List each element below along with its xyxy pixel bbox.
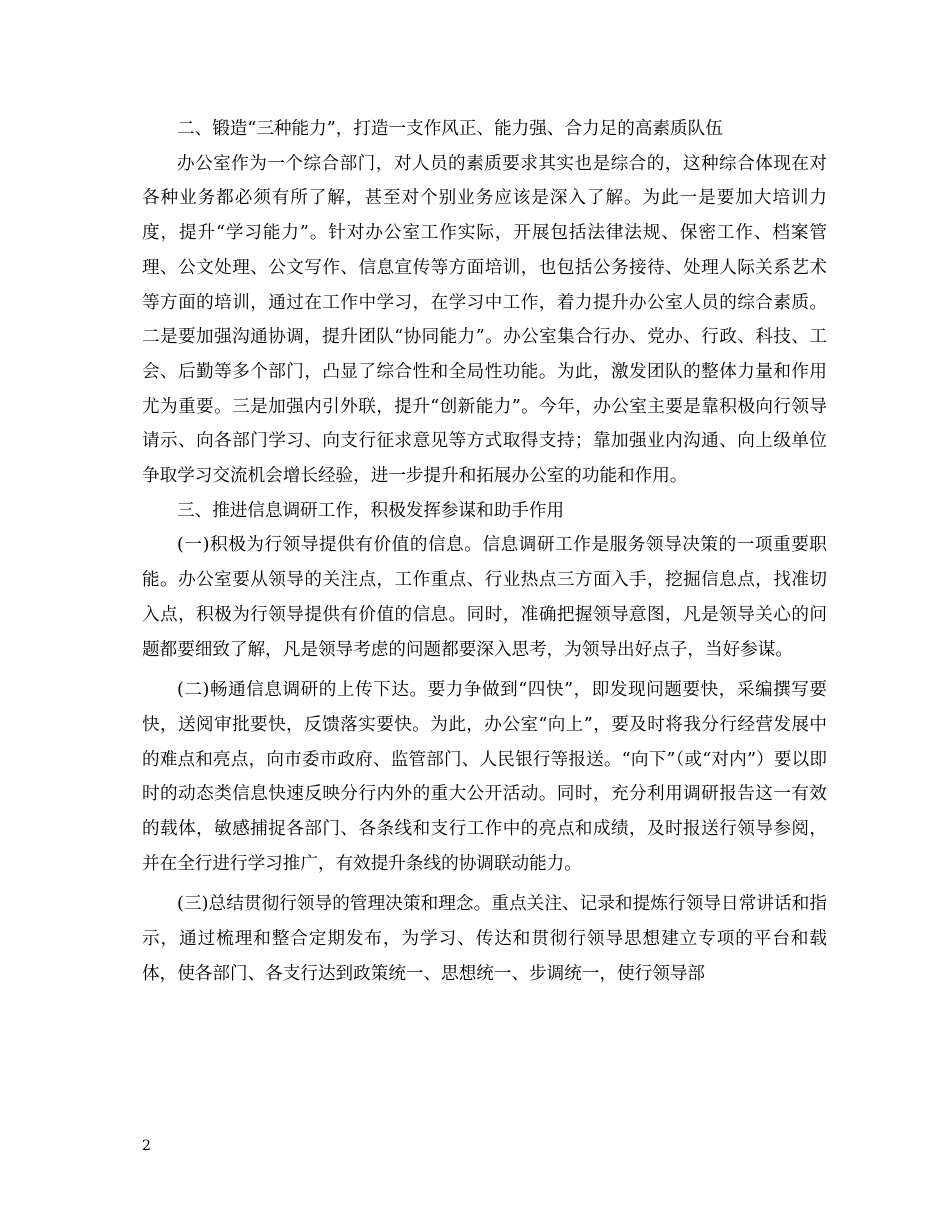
section-heading-three: 三、推进信息调研工作，积极发挥参谋和助手作用 (177, 500, 565, 521)
paragraph-information-flow: (二)畅通信息调研的上传下达。要力争做到“四快”，即发现问题要快，采编撰写要快，送阅审批要快，反馈落实要快。为此，办公室“向上”，要及时将我分行经营发展中的难点和亮点，向市委市政府、监管部门、人民银行等报送。“向下”（或“对内”）要以即时的动态类信息快速反映分行内外的重大公开活动。同时，充分利用调研报告这一有效的载体，敏感捕捉各部门、各条线和支行工作中的亮点和成绩，及时报送行领导参阅，并在全行进行学习推广，有效提升条线的协调联动能力。 (142, 680, 827, 874)
section-heading-two: 二、锻造“三种能力”，打造一支作风正、能力强、合力足的高素质队伍 (177, 119, 723, 139)
paragraph-valuable-information: (一)积极为行领导提供有价值的信息。信息调研工作是服务领导决策的一项重要职能。办公室要从领导的关注点，工作重点、行业热点三方面入手，挖掘信息点，找准切入点，积极为行领导提供有价值的信息。同时，准确把握领导意图，凡是领导关心的问题都要细致了解，凡是领导考虑的问题都要深入思考，为领导出好点子，当好参谋。 (142, 535, 827, 660)
paragraph-leadership-decisions: (三)总结贯彻行领导的管理决策和理念。重点关注、记录和提炼行领导日常讲话和指示，通过梳理和整合定期发布，为学习、传达和贯彻行领导思想建立专项的平台和载体，使各部门、各支行达到政策统一、思想统一、步调统一，使行领导部 (142, 894, 827, 984)
page-number: 2 (142, 1138, 151, 1154)
paragraph-team-building: 办公室作为一个综合部门，对人员的素质要求其实也是综合的，这种综合体现在对各种业务都必须有所了解，甚至对个别业务应该是深入了解。为此一是要加大培训力度，提升“学习能力”。针对办公室工作实际，开展包括法律法规、保密工作、档案管理、公文处理、公文写作、信息宣传等方面培训，也包括公务接待、处理人际关系艺术等方面的培训，通过在工作中学习，在学习中工作，着力提升办公室人员的综合素质。二是要加强沟通协调，提升团队“协同能力”。办公室集合行办、党办、行政、科技、工会、后勤等多个部门，凸显了综合性和全局性功能。为此，激发团队的整体力量和作用尤为重要。三是加强内引外联，提升“创新能力”。今年，办公室主要是靠积极向行领导请示、向各部门学习、向支行征求意见等方式取得支持；靠加强业内沟通、向上级单位争取学习交流机会增长经验，进一步提升和拓展办公室的功能和作用。 (142, 153, 827, 487)
document-body (142, 112, 827, 992)
